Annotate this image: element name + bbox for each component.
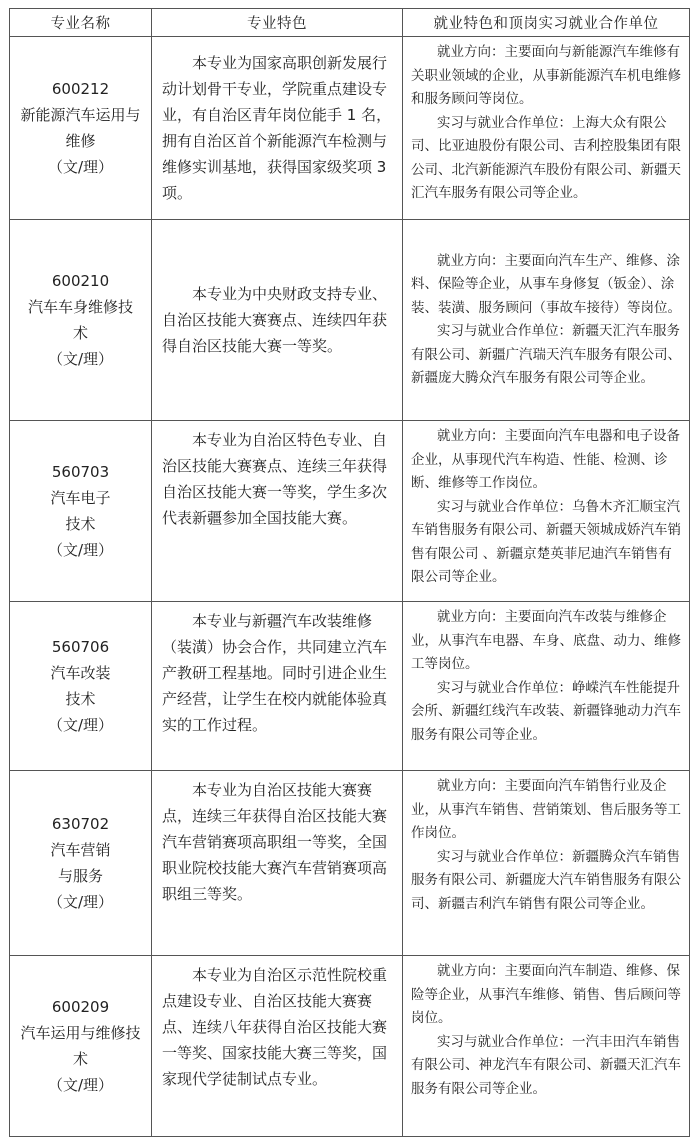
employment-direction: 就业方向：主要面向汽车销售行业及企业，从事汽车销售、营销策划、售后服务等工作岗位。 <box>411 778 681 841</box>
employment-partners: 实习与就业合作单位：一汽丰田汽车销售有限公司、神龙汽车有限公司、新疆天汇汽车服务有限公司等企业。 <box>411 1033 681 1097</box>
major-code: 630702 <box>51 815 110 833</box>
feature-cell: 本专业为国家高职创新发展行动计划骨干专业，学院重点建设专业，有自治区青年岗位能手 1 名，拥有自治区首个新能源汽车检测与维修实训基地，获得国家级奖项 3 项。 <box>152 37 403 220</box>
major-name: 新能源汽车运用与维修 <box>20 106 141 150</box>
feature-cell: 本专业为自治区示范性院校重点建设专业、自治区技能大赛赛点、连续八年获得自治区技能大赛一等奖、国家技能大赛三等奖，国家现代学徒制试点专业。 <box>152 956 403 1137</box>
employment-cell <box>403 220 690 421</box>
employment-cell <box>403 602 690 771</box>
table-row <box>10 956 690 1137</box>
employment-partners: 实习与就业合作单位：乌鲁木齐汇顺宝汽车销售服务有限公司、新疆天领城成娇汽车销售有限公司 、新疆京楚英菲尼迪汽车销售有限公司等企业。 <box>411 498 681 585</box>
employment-cell <box>403 771 690 956</box>
major-cell <box>10 771 152 956</box>
major-cell <box>10 37 152 220</box>
major-cell <box>10 602 152 771</box>
major-cell <box>10 421 152 602</box>
major-code: 600210 <box>51 272 110 290</box>
feature-cell: 本专业为自治区技能大赛赛点，连续三年获得自治区技能大赛汽车营销赛项高职组一等奖，全国职业院校技能大赛汽车营销赛项高职组三等奖。 <box>152 771 403 956</box>
major-code: 600209 <box>51 998 110 1016</box>
major-cell <box>10 956 152 1137</box>
major-name: 汽车运用与维修技术 <box>20 1024 141 1068</box>
header-major-name: 专业名称 <box>10 9 152 37</box>
feature-cell: 本专业为中央财政支持专业、自治区技能大赛赛点、连续四年获得自治区技能大赛一等奖。 <box>152 220 403 421</box>
major-code: 560703 <box>51 463 110 481</box>
major-track: （文/理） <box>47 158 114 176</box>
table-row <box>10 771 690 956</box>
table-row <box>10 37 690 220</box>
majors-table <box>9 8 690 1137</box>
major-name: 汽车改装技术 <box>50 664 111 708</box>
table-row <box>10 421 690 602</box>
employment-partners: 实习与就业合作单位：峥嵘汽车性能提升会所、新疆红线汽车改装、新疆锋驰动力汽车服务有限公司等企业。 <box>411 679 681 743</box>
employment-direction: 就业方向：主要面向汽车电器和电子设备企业，从事现代汽车构造、性能、检测、诊断、维修等工作岗位。 <box>411 428 680 491</box>
employment-direction: 就业方向：主要面向与新能源汽车维修有关职业领域的企业，从事新能源汽车机电维修和服务顾问等岗位。 <box>411 44 681 107</box>
employment-direction: 就业方向：主要面向汽车生产、维修、涂料、保险等企业，从事车身修复（钣金）、涂装、装潢、服务顾问（事故车接待）等岗位。 <box>411 252 681 316</box>
major-track: （文/理） <box>47 716 114 734</box>
major-code: 560706 <box>51 638 110 656</box>
major-track: （文/理） <box>47 893 114 911</box>
table-header-row <box>10 9 690 37</box>
employment-cell <box>403 956 690 1137</box>
feature-cell: 本专业为自治区特色专业、自治区技能大赛赛点、连续三年获得自治区技能大赛一等奖，学生多次代表新疆参加全国技能大赛。 <box>152 421 403 602</box>
header-employment: 就业特色和顶岗实习就业合作单位 <box>403 9 690 37</box>
major-cell <box>10 220 152 421</box>
employment-direction: 就业方向：主要面向汽车改装与维修企业，从事汽车电器、车身、底盘、动力、维修工等岗位。 <box>411 609 681 672</box>
major-name: 汽车电子技术 <box>50 489 111 533</box>
employment-direction: 就业方向：主要面向汽车制造、维修、保险等企业，从事汽车维修、销售、售后顾问等岗位。 <box>411 963 681 1026</box>
employment-cell <box>403 421 690 602</box>
header-major-feature: 专业特色 <box>152 9 403 37</box>
employment-partners: 实习与就业合作单位：新疆天汇汽车服务有限公司、新疆广汽瑞天汽车服务有限公司、新疆庞大腾众汽车服务有限公司等企业。 <box>411 323 681 386</box>
employment-partners: 实习与就业合作单位：新疆腾众汽车销售服务有限公司、新疆庞大汽车销售服务有限公司、新疆吉利汽车销售有限公司等企业。 <box>411 848 681 912</box>
table-row <box>10 602 690 771</box>
major-code: 600212 <box>51 80 110 98</box>
employment-cell <box>403 37 690 220</box>
feature-cell: 本专业与新疆汽车改装维修（装潢）协会合作，共同建立汽车产教研工程基地。同时引进企业生产经营，让学生在校内就能体验真实的工作过程。 <box>152 602 403 771</box>
table-row <box>10 220 690 421</box>
major-name: 汽车车身维修技术 <box>27 298 133 342</box>
employment-partners: 实习与就业合作单位：上海大众有限公司、比亚迪股份有限公司、吉利控股集团有限公司、北汽新能源汽车股份有限公司、新疆天汇汽车服务有限公司等企业。 <box>411 114 681 201</box>
major-track: （文/理） <box>47 350 114 368</box>
major-track: （文/理） <box>47 541 114 559</box>
major-name: 汽车营销与服务 <box>50 841 111 885</box>
major-track: （文/理） <box>47 1076 114 1094</box>
majors-table-container <box>9 8 689 1137</box>
